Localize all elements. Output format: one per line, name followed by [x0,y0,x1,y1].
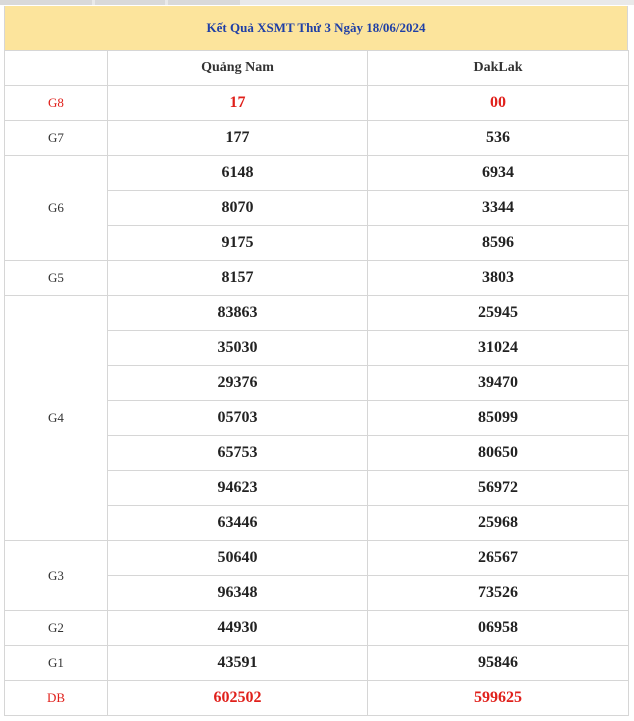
top-tab-strip [0,0,634,5]
result-number: 9175 [108,226,368,261]
result-number: 00 [368,86,629,121]
prize-label: G2 [5,611,108,646]
result-number: 6934 [368,156,629,191]
prize-label: G7 [5,121,108,156]
result-number: 35030 [108,331,368,366]
result-number: 8596 [368,226,629,261]
result-number: 25945 [368,296,629,331]
table-row [5,156,629,191]
result-number: 43591 [108,646,368,681]
prize-header-cell [5,51,108,86]
result-number: 56972 [368,471,629,506]
result-number: 602502 [108,681,368,716]
results-table [4,50,629,716]
result-number: 31024 [368,331,629,366]
result-number: 85099 [368,401,629,436]
result-number: 599625 [368,681,629,716]
table-row [5,121,629,156]
result-number: 80650 [368,436,629,471]
result-number: 96348 [108,576,368,611]
prize-label: DB [5,681,108,716]
result-number: 95846 [368,646,629,681]
prize-label: G1 [5,646,108,681]
result-number: 44930 [108,611,368,646]
table-row [5,681,629,716]
result-number: 83863 [108,296,368,331]
result-number: 65753 [108,436,368,471]
result-number: 3344 [368,191,629,226]
result-number: 26567 [368,541,629,576]
prize-label: G3 [5,541,108,611]
header-row [5,51,629,86]
table-row [5,261,629,296]
result-number: 73526 [368,576,629,611]
results-title: Kết Quả XSMT Thứ 3 Ngày 18/06/2024 [4,6,628,50]
table-row [5,611,629,646]
prize-label: G6 [5,156,108,261]
result-number: 63446 [108,506,368,541]
result-number: 6148 [108,156,368,191]
result-number: 25968 [368,506,629,541]
result-number: 8070 [108,191,368,226]
top-tab[interactable] [168,0,240,5]
result-number: 06958 [368,611,629,646]
results-body [5,86,629,716]
table-row [5,296,629,331]
result-number: 29376 [108,366,368,401]
result-number: 39470 [368,366,629,401]
prize-label: G5 [5,261,108,296]
table-row [5,646,629,681]
result-number: 05703 [108,401,368,436]
table-row [5,86,629,121]
result-number: 3803 [368,261,629,296]
top-tab[interactable] [0,0,92,5]
result-number: 177 [108,121,368,156]
result-number: 536 [368,121,629,156]
prize-label: G4 [5,296,108,541]
result-number: 17 [108,86,368,121]
top-tab[interactable] [95,0,165,5]
province-header: Quảng Nam [108,51,368,86]
table-row [5,541,629,576]
province-header: DakLak [368,51,629,86]
result-number: 50640 [108,541,368,576]
result-number: 94623 [108,471,368,506]
prize-label: G8 [5,86,108,121]
result-number: 8157 [108,261,368,296]
